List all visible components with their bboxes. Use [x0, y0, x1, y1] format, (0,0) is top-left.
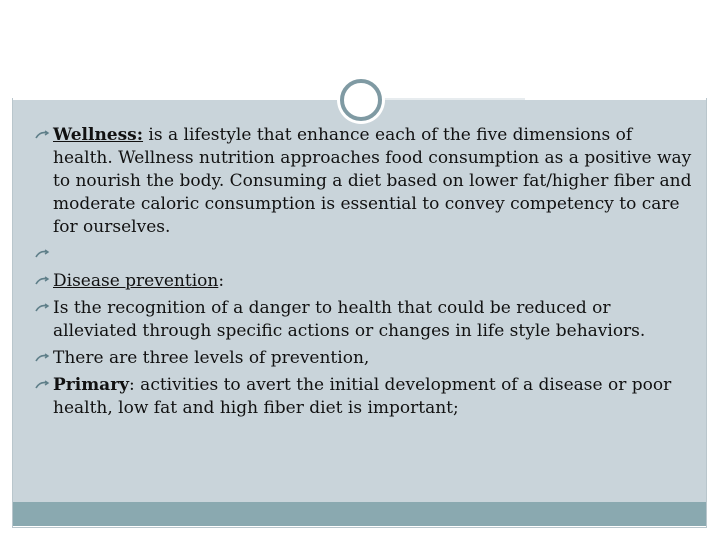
wellness-text: is a lifestyle that enhance each of the five dimensions of health. Wellness nutrition approaches food consumption as a positive way to nourish the body. Consuming a diet based on lower fat/higher fiber and moderate caloric consumption is essential to convey competency to care for ourselves. — [53, 125, 692, 237]
bullet-wellness — [34, 124, 694, 239]
curved-arrow-bullet-icon — [34, 302, 50, 314]
levels-text: There are three levels of prevention, — [53, 348, 370, 368]
curved-arrow-bullet-icon — [34, 352, 50, 364]
primary-term: Primary — [53, 375, 130, 395]
divider-accent — [380, 98, 525, 100]
bullet-disease-prevention — [34, 270, 694, 293]
recognition-text: Is the recognition of a danger to health that could be reduced or alleviated through specific actions or changes in life style behaviors. — [53, 298, 646, 341]
bullet-empty — [34, 243, 694, 266]
bullet-recognition — [34, 297, 694, 343]
bullet-levels — [34, 347, 694, 370]
bottom-band — [13, 502, 706, 526]
bullet-primary — [34, 374, 694, 420]
bullet-list — [34, 124, 694, 424]
curved-arrow-bullet-icon — [34, 129, 50, 141]
curved-arrow-bullet-icon — [34, 248, 50, 260]
curved-arrow-bullet-icon — [34, 275, 50, 287]
curved-arrow-bullet-icon — [34, 379, 50, 391]
disease-prevention-term: Disease prevention — [53, 271, 219, 291]
wellness-term: Wellness: — [53, 125, 144, 145]
primary-text: : activities to avert the initial development of a disease or poor health, low fat and high fiber diet is important; — [53, 375, 672, 418]
ring-icon — [340, 79, 382, 121]
disease-prevention-text: : — [218, 271, 225, 291]
